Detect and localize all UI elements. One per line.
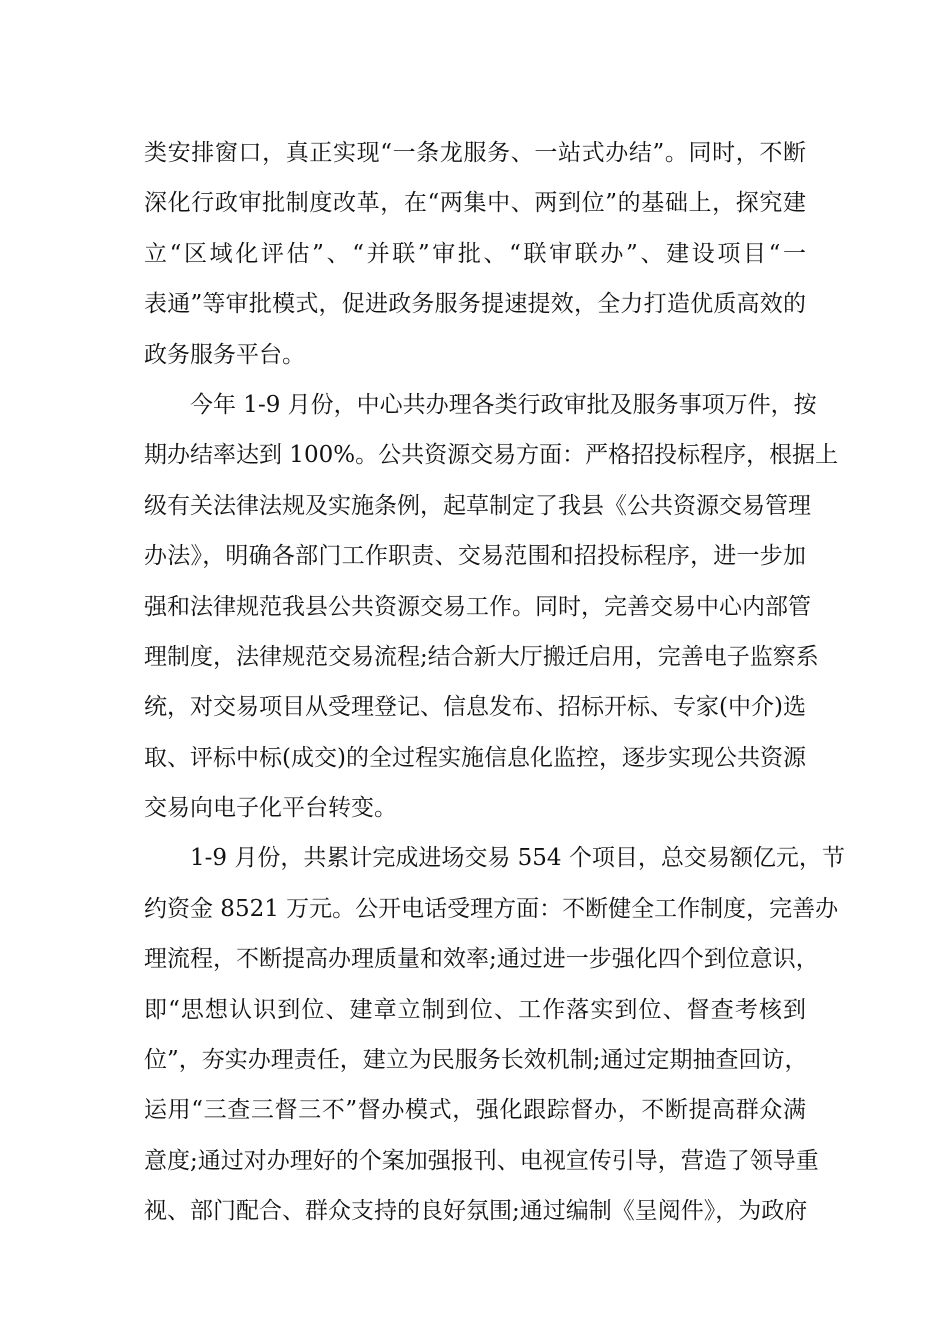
- text-line: 立“区域化评估”、“并联”审批、“联审联办”、建设项目“一: [144, 240, 806, 267]
- text-line: 政务服务平台。: [144, 341, 305, 368]
- text-line: 1-9 月份，共累计完成进场交易 554 个项目，总交易额亿元，节: [144, 845, 845, 872]
- text-line: 类安排窗口，真正实现“一条龙服务、一站式办结”。同时，不断: [144, 140, 806, 166]
- text-line: 取、评标中标(成交)的全过程实施信息化监控，逐步实现公共资源: [144, 744, 806, 771]
- text-line: 级有关法律法规及实施条例，起草制定了我县《公共资源交易管理: [144, 492, 811, 519]
- text-line: 办法》，明确各部门工作职责、交易范围和招投标程序，进一步加: [144, 543, 806, 570]
- text-line: 表通”等审批模式，促进政务服务提速提效，全力打造优质高效的: [144, 291, 806, 318]
- paragraph-2: [144, 380, 839, 834]
- paragraph-3: [144, 833, 845, 1236]
- text-line: 深化行政审批制度改革，在“两集中、两到位”的基础上，探究建: [144, 190, 806, 217]
- text-line: 理流程，不断提高办理质量和效率;通过进一步强化四个到位意识，: [144, 946, 819, 973]
- text-line: 位”，夯实办理责任，建立为民服务长效机制;通过定期抽查回访，: [144, 1047, 808, 1074]
- text-line: 视、部门配合、群众支持的良好氛围;通过编制《呈阅件》，为政府: [144, 1198, 808, 1225]
- text-line: 统，对交易项目从受理登记、信息发布、招标开标、专家(中介)选: [144, 694, 806, 721]
- text-line: 期办结率达到 100%。公共资源交易方面：严格招投标程序，根据上: [144, 442, 839, 469]
- text-line: 即“思想认识到位、建章立制到位、工作落实到位、督查考核到: [144, 996, 806, 1023]
- paragraph-1: [144, 128, 806, 380]
- text-line: 理制度，法律规范交易流程;结合新大厅搬迁启用，完善电子监察系: [144, 643, 819, 670]
- text-line: 运用“三查三督三不”督办模式，强化跟踪督办，不断提高群众满: [144, 1097, 806, 1124]
- text-line: 交易向电子化平台转变。: [144, 795, 397, 822]
- text-line: 意度;通过对办理好的个案加强报刊、电视宣传引导，营造了领导重: [144, 1147, 819, 1174]
- body-text: [144, 128, 845, 1237]
- text-line: 强和法律规范我县公共资源交易工作。同时，完善交易中心内部管: [144, 593, 811, 620]
- text-line: 今年 1-9 月份，中心共办理各类行政审批及服务事项万件，按: [144, 391, 817, 418]
- text-line: 约资金 8521 万元。公开电话受理方面：不断健全工作制度，完善办: [144, 895, 839, 922]
